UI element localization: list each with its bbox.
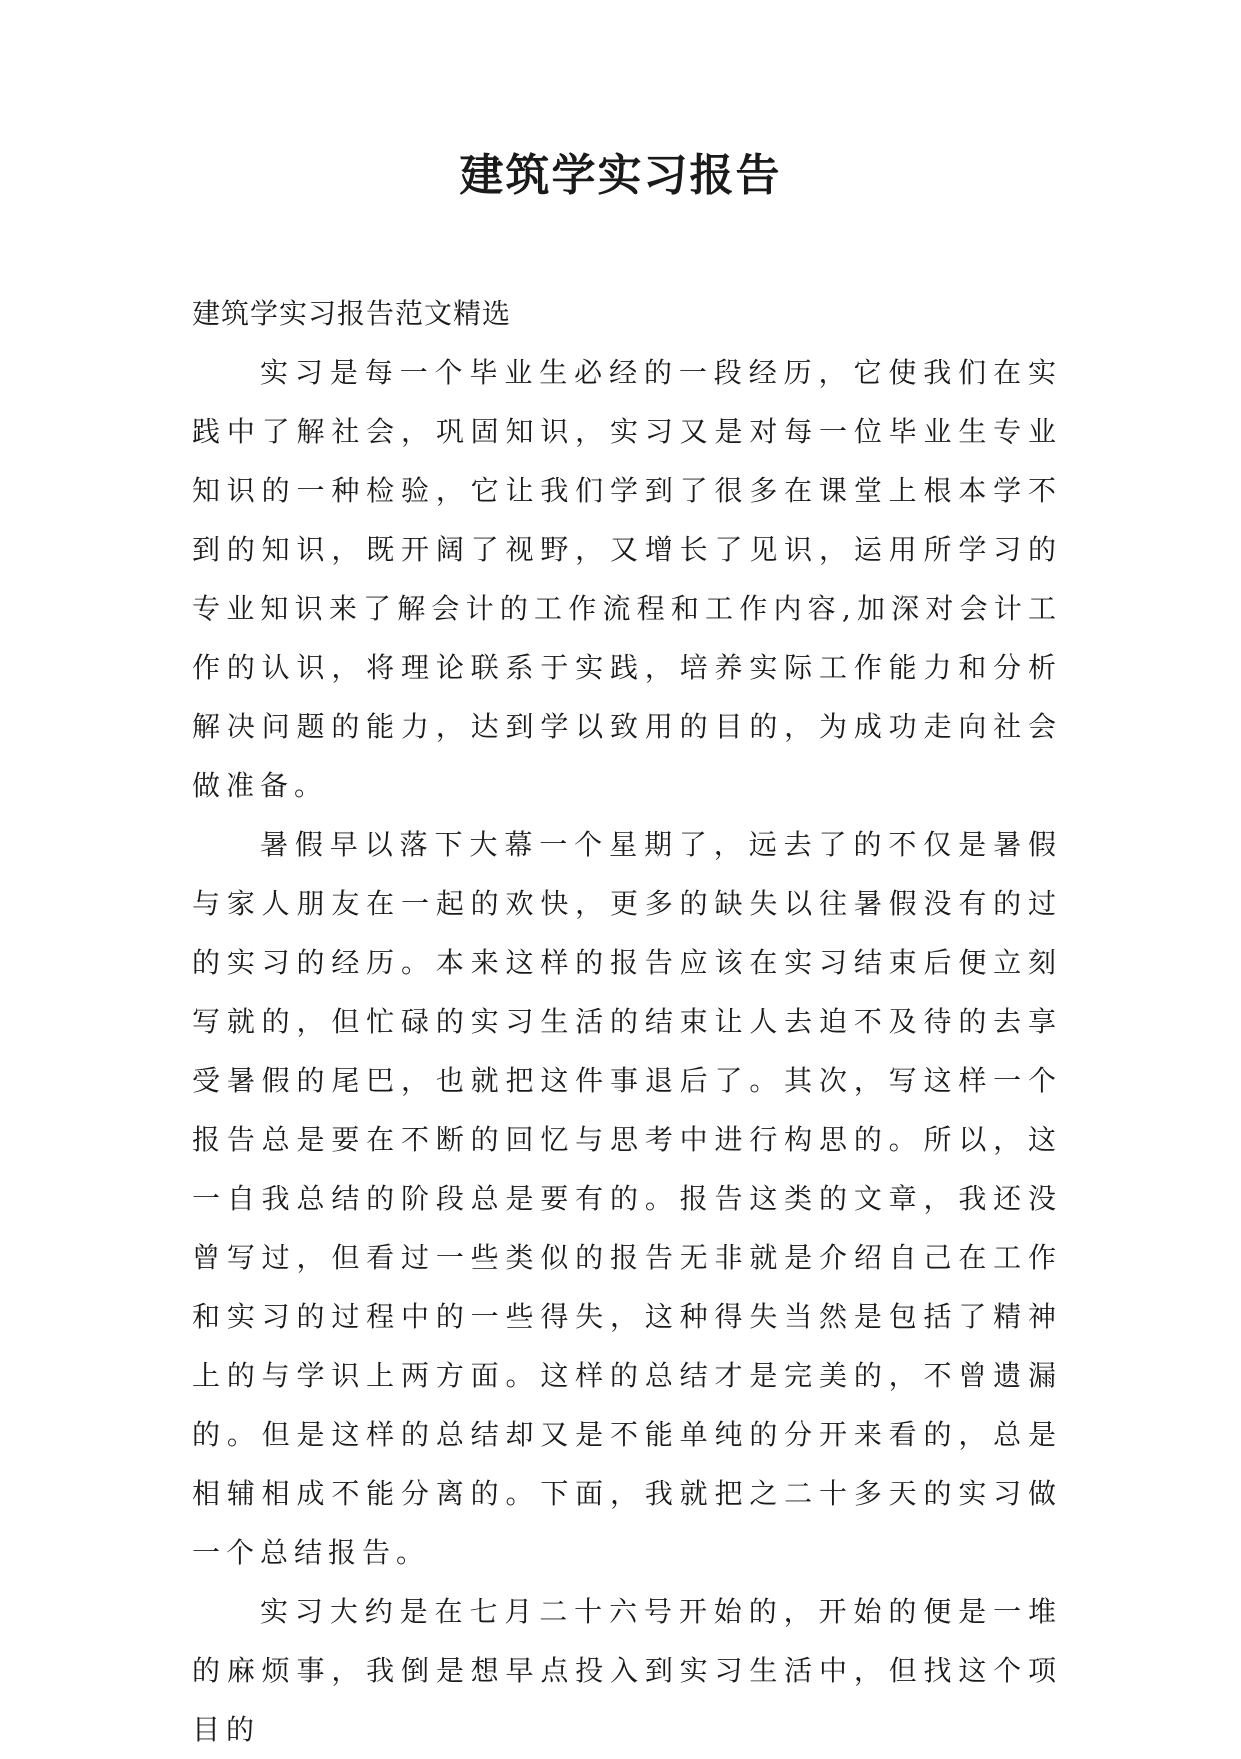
document-body (192, 284, 1062, 1759)
document-title: 建筑学实习报告 (459, 150, 782, 201)
paragraph-1: 实习是每一个毕业生必经的一段经历，它使我们在实践中了解社会，巩固知识，实习又是对每一位毕业生专业知识的一种检验，它让我们学到了很多在课堂上根本学不到的知识，既开阔了视野，又增长了见识，运用所学习的专业知识来了解会计的工作流程和工作内容,加深对会计工作的认识，将理论联系于实践，培养实际工作能力和分析解决问题的能力，达到学以致用的目的，为成功走向社会做准备。 (192, 356, 1062, 802)
document-subtitle: 建筑学实习报告范文精选 (192, 297, 512, 330)
paragraph-2: 暑假早以落下大幕一个星期了，远去了的不仅是暑假与家人朋友在一起的欢快，更多的缺失以往暑假没有的过的实习的经历。本来这样的报告应该在实习结束后便立刻写就的，但忙碌的实习生活的结束让人去迫不及待的去享受暑假的尾巴，也就把这件事退后了。其次，写这样一个报告总是要在不断的回忆与思考中进行构思的。所以，这一自我总结的阶段总是要有的。报告这类的文章，我还没曾写过，但看过一些类似的报告无非就是介绍自己在工作和实习的过程中的一些得失，这种得失当然是包括了精神上的与学识上两方面。这样的总结才是完美的，不曾遗漏的。但是这样的总结却又是不能单纯的分开来看的，总是相辅相成不能分离的。下面，我就把之二十多天的实习做一个总结报告。 (192, 828, 1062, 1569)
paragraph-3: 实习大约是在七月二十六号开始的，开始的便是一堆的麻烦事，我倒是想早点投入到实习生活中，但找这个项目的 (192, 1595, 1062, 1746)
